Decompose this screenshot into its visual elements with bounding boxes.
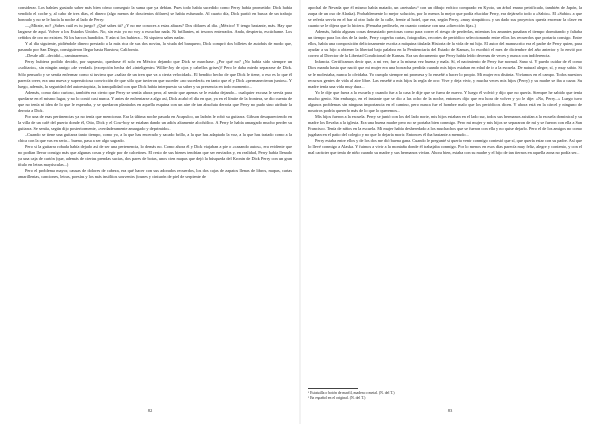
right-page-number: 83 — [447, 408, 453, 413]
paragraph: Infancia. Certificamos decir que, a mi ver, fue a la misma vez buena y mala. Sí, el nacimiento de Perry fue normal. Sano sí. Y puedo cuidar de él como Dios manda hasta que nació que mi mujer era una borracha perdida cuando mis hijos estaban en edad de ir a la escuela. De natural alegre, sí, y muy sabio. Si se le molestaba, nunca lo olvidaba. Yo cumplo siempre mi promesa y lo enseñé a hacer lo propio. Mi mujer era distinta. Vivíamos en el campo. Todos nuestros recursos gentes de vida al aire libre. Las enseñé a mis hijos la regla de oro: Vive y deja vivir, y mucha veces mis hijos (Perry) y su madre se iba a cazar. Su madre tenía una vida muy dura... — [308, 59, 582, 89]
paragraph: –Cuando se tiene una guitarra tanto tiempo, como yo, a la que has encerado y sacado brillo, a la que has adaptado la voz, a la que has tratado como a la chica con la que vas en serio... bueno, pasa a ser algo sagrado. — [18, 131, 292, 144]
right-page-text — [308, 5, 582, 385]
paragraph: Pero si la guitarra robada había dejado así de ser una pertenencia, lo demás no. Como ahora él y Dick viajaban a pie o «cazando autos», era evidente que no podían llevar consigo más que algunas cosas y elegir por de calcetines. El resto de sus bienes tendrían que ser enviados y, en realidad, Perry había llenado ya una caja de cartón (que, además de ciertas prendas sucias, dos pares de botas, unos cien mapas que dejó la búsqueda del Kronin de Dick Perry con un gran título en letras mayúsculas...) — [18, 144, 292, 168]
left-page-text — [18, 5, 292, 400]
footnotes — [308, 388, 582, 401]
right-page — [300, 0, 600, 424]
left-page-number: 82 — [147, 408, 153, 413]
paragraph: Perry hubiera podido decidir, por supuesto, quedarse él solo en México dejando que Dick se marchase. ¿Por qué no? ¿No había sido siempre un «solitario», sin ningún amigo «de verdad» (excepción hecha del «inteligente» Willie-Joy de ojos y cabellos grises)? Pero le daba miedo separarse de Dick. Sólo pensarlo y se sentía enfermar como si tuviera que «saltar de un tren que va a cierta velocidad». El bendito hecho de que Dick le tiene, o eso es lo que él parecía creer, era una nueva y supersticiosa convicción de que sólo que tuvieron que suceder «no sucederá» en tanto que el y Dick «permanecieran juntos». Y luego, además, la seguridad del autoestopista, la tranquilidad con que Dick había interpuesto su saber y su presencia en todo momento... — [18, 59, 292, 89]
paragraph: apochal de Nevada que él mismo había matado, un «netsuke»¹ con un dibujo erótico comprado en Kyoto, un árbol enano petrificado, también de Japón, la zarpa de un oso de Alaska). Probablemente lo mejor solución, por lo menos la mejor que podía elucidar Perry, era dejárselo todo a «Sabio». El «Sabio» a que se refería servía en el bar al otro lado de la calle, frente al hotel, que era, según Perry, «muy simpático» y un dado sus proyectos quería encerrar la clave en cuanto se le dijera que lo hiciera. (Pensaba pedírselo, en cuanto contase con una «dirección fija».) — [308, 5, 582, 29]
footnote-rule — [308, 388, 358, 389]
paragraph: Mis hijos fueron a la escuela. Perry se juntó con los del lado norte, mis hijos estaban en el lado sur, todos sus hermanos asistían a la escuela dominical y su madre los llevaba a la iglesia. Era una buena madre pero no se portaba bien conmigo. Pero mi mujer y mis hijos se separaron de mí y se fueron con ella a San Francisco. Tenía de niños en la escuela. Mi mujer había desheredado a los muchachos que se fueron con ella y no quise dejarlo. Pero el de los amigos no como jugaban en el patio del colegio y no que lo dejaría morir. Entonces él iba bastante a menudo... — [308, 113, 582, 137]
paragraph: Por una de esas pertinencias ya no tenía que mencionar. Era la última noche pasada en Acapulco, un ladrón le robó su guitarra. Gibson desapareciendo en la villa de un café del puerto donde él, Otto, Dick y el Cow-boy se estaban dando un adiós altamente alcohólico. A Perry le había amargado mucho perder su guitarra. Se sentía, según dijo posteriormente, «verdaderamente amargado y deprimido». — [18, 113, 292, 131]
footnote: ¹ Estatuilla o botón de marfil, madera o metal. (N. del T.) — [308, 390, 395, 395]
paragraph: Perry estaba entre ellos y de los dos me dió buena gana. Cuando le pregunté si quería venir conmigo contestó que sí, que quería estar con su padre. Así que lo llevé conmigo a Alaska. Y fuimos a vivir a la montaña donde él trabajaba conmigo. Por lo menos en esos días parecía muy feliz, alegre y contento, y con el mal carácter que tenía de niño cuando su madre y sus hermanos vivían. Ahora bien, estaba con su madre y el hijo de tan tiernos en aquella zona no podía ser... — [308, 138, 582, 156]
footnote: ² En español en el original. (N. del T.) — [308, 395, 366, 400]
paragraph: —¿Mírate, no? ¿Sabes cuál es tu juego? ¿Qué sabes tú? ¿Y no me conoces a estas alturas? Dos dólares al día. ¡México! Y tengo bastante, más. Hay que largarse de aquí. Volver a los Estados Unidos. No, sin esto yo no voy a escuchar nada. Ni brillantes, ni tesoros enterrados. Anda, despierta, escúchame. Los ceñidos de oro no existen. Ni los barcos hundidos. Y aún si los hubiera... Ni siquiera sabes nadar. — [18, 23, 292, 41]
paragraph: –Desde allí –decidió–, caminaremos. — [25, 53, 89, 59]
paragraph: considerar. Los bahúes gustado saber más bien cómo conseguir la suma que ya debían. Pues todo había sucedido como Perry había prometido: Dick había vendido el coche y, al cabo de tres días, el dinero (algo menos de doscientos dólares) se había esfumado. Al cuarto día, Dick partió en busca de un trabajo honrado y no se le hacía la noche al lado de Perry: — [18, 5, 292, 23]
paragraph: Además, como dato curioso, también era cierto que Perry se sentía ahora peor, al sentir que apenas se le estaba dejando... cualquier excusa le servía para quedarse en el mismo lugar, y no lo contó casi nunca. Y antes de enfrentarse a algo así, Dick acabó el día en que, ya en el límite de la frontera, se dio cuenta de que no tenía ni idea de lo que le esperaba, y se quedaron plantados en aquella esquina con un aire de tan absoluta derrota que Perry no pudo sino atribuir la derrota a Dick. — [18, 89, 292, 113]
paragraph: Pero el problema mayor, causas de dolores de cabeza, era qué hacer con sus adorados recuerdos, los dos cajas de zapatos llenas de libros, mapas, cartas amarillentas, canciones, letras, poesías y los más insólitos souvenirs (trunes y cinturón de piel de serpiente de — [18, 168, 292, 180]
paragraph: Y al día siguiente, pidiéndole dinero prestado a la más rica de sus dos novias, la viuda del banquero, Dick compró dos billetes de autobús de modo que, pasando por San Diego, consiguieron llegar hasta Barstow, California. — [18, 41, 292, 53]
paragraph: Yo le dije que fuera a la escuela y cuando fue a la casa le dije que se fuera de nuevo. Y luego él volvió y dijo que no quería. Siempre he sabido que tenía mucho genio. Sin embargo, en el instante que se dio a las ocho de la noche, entonces dijo que era hora de volver y yo le dije: «No, Perry...» Luego tuvo algunos problemas sin ninguna importancia en el camino, pero nunca fue el hombre malo que los periódicos dicen. Y ahora está en la cárcel y ninguno de nosotros podría quererlo más de lo que lo queremos... — [308, 89, 582, 113]
paragraph: Además, había algunas cosas demasiado preciosas como para correr el riesgo de perderlas, mientras los amantes pasaban el tiempo dormitando y faltaba un tiempo para los dos de la tarde, Perry cogerba cartas, fotografías, recortes de periódico seleccionando entre ellos los recuerdos que portaría consigo. Entre ellos, había una composición deliciosamente escrita a máquina titulada Historia de la vida de mi hijo. El autor del manuscrito era el padre de Perry quien, para ayudar a su hijo a obtener la libertad bajo palabra en la Penitenciaría del Estado de Kansas, lo escribió el mes de diciembre del año anterior y lo envió por correo al Director de la Libertad Condicional de Kansas. Era un documento que Perry había leído decenas de veces y nunca con indiferencia. — [308, 29, 582, 59]
